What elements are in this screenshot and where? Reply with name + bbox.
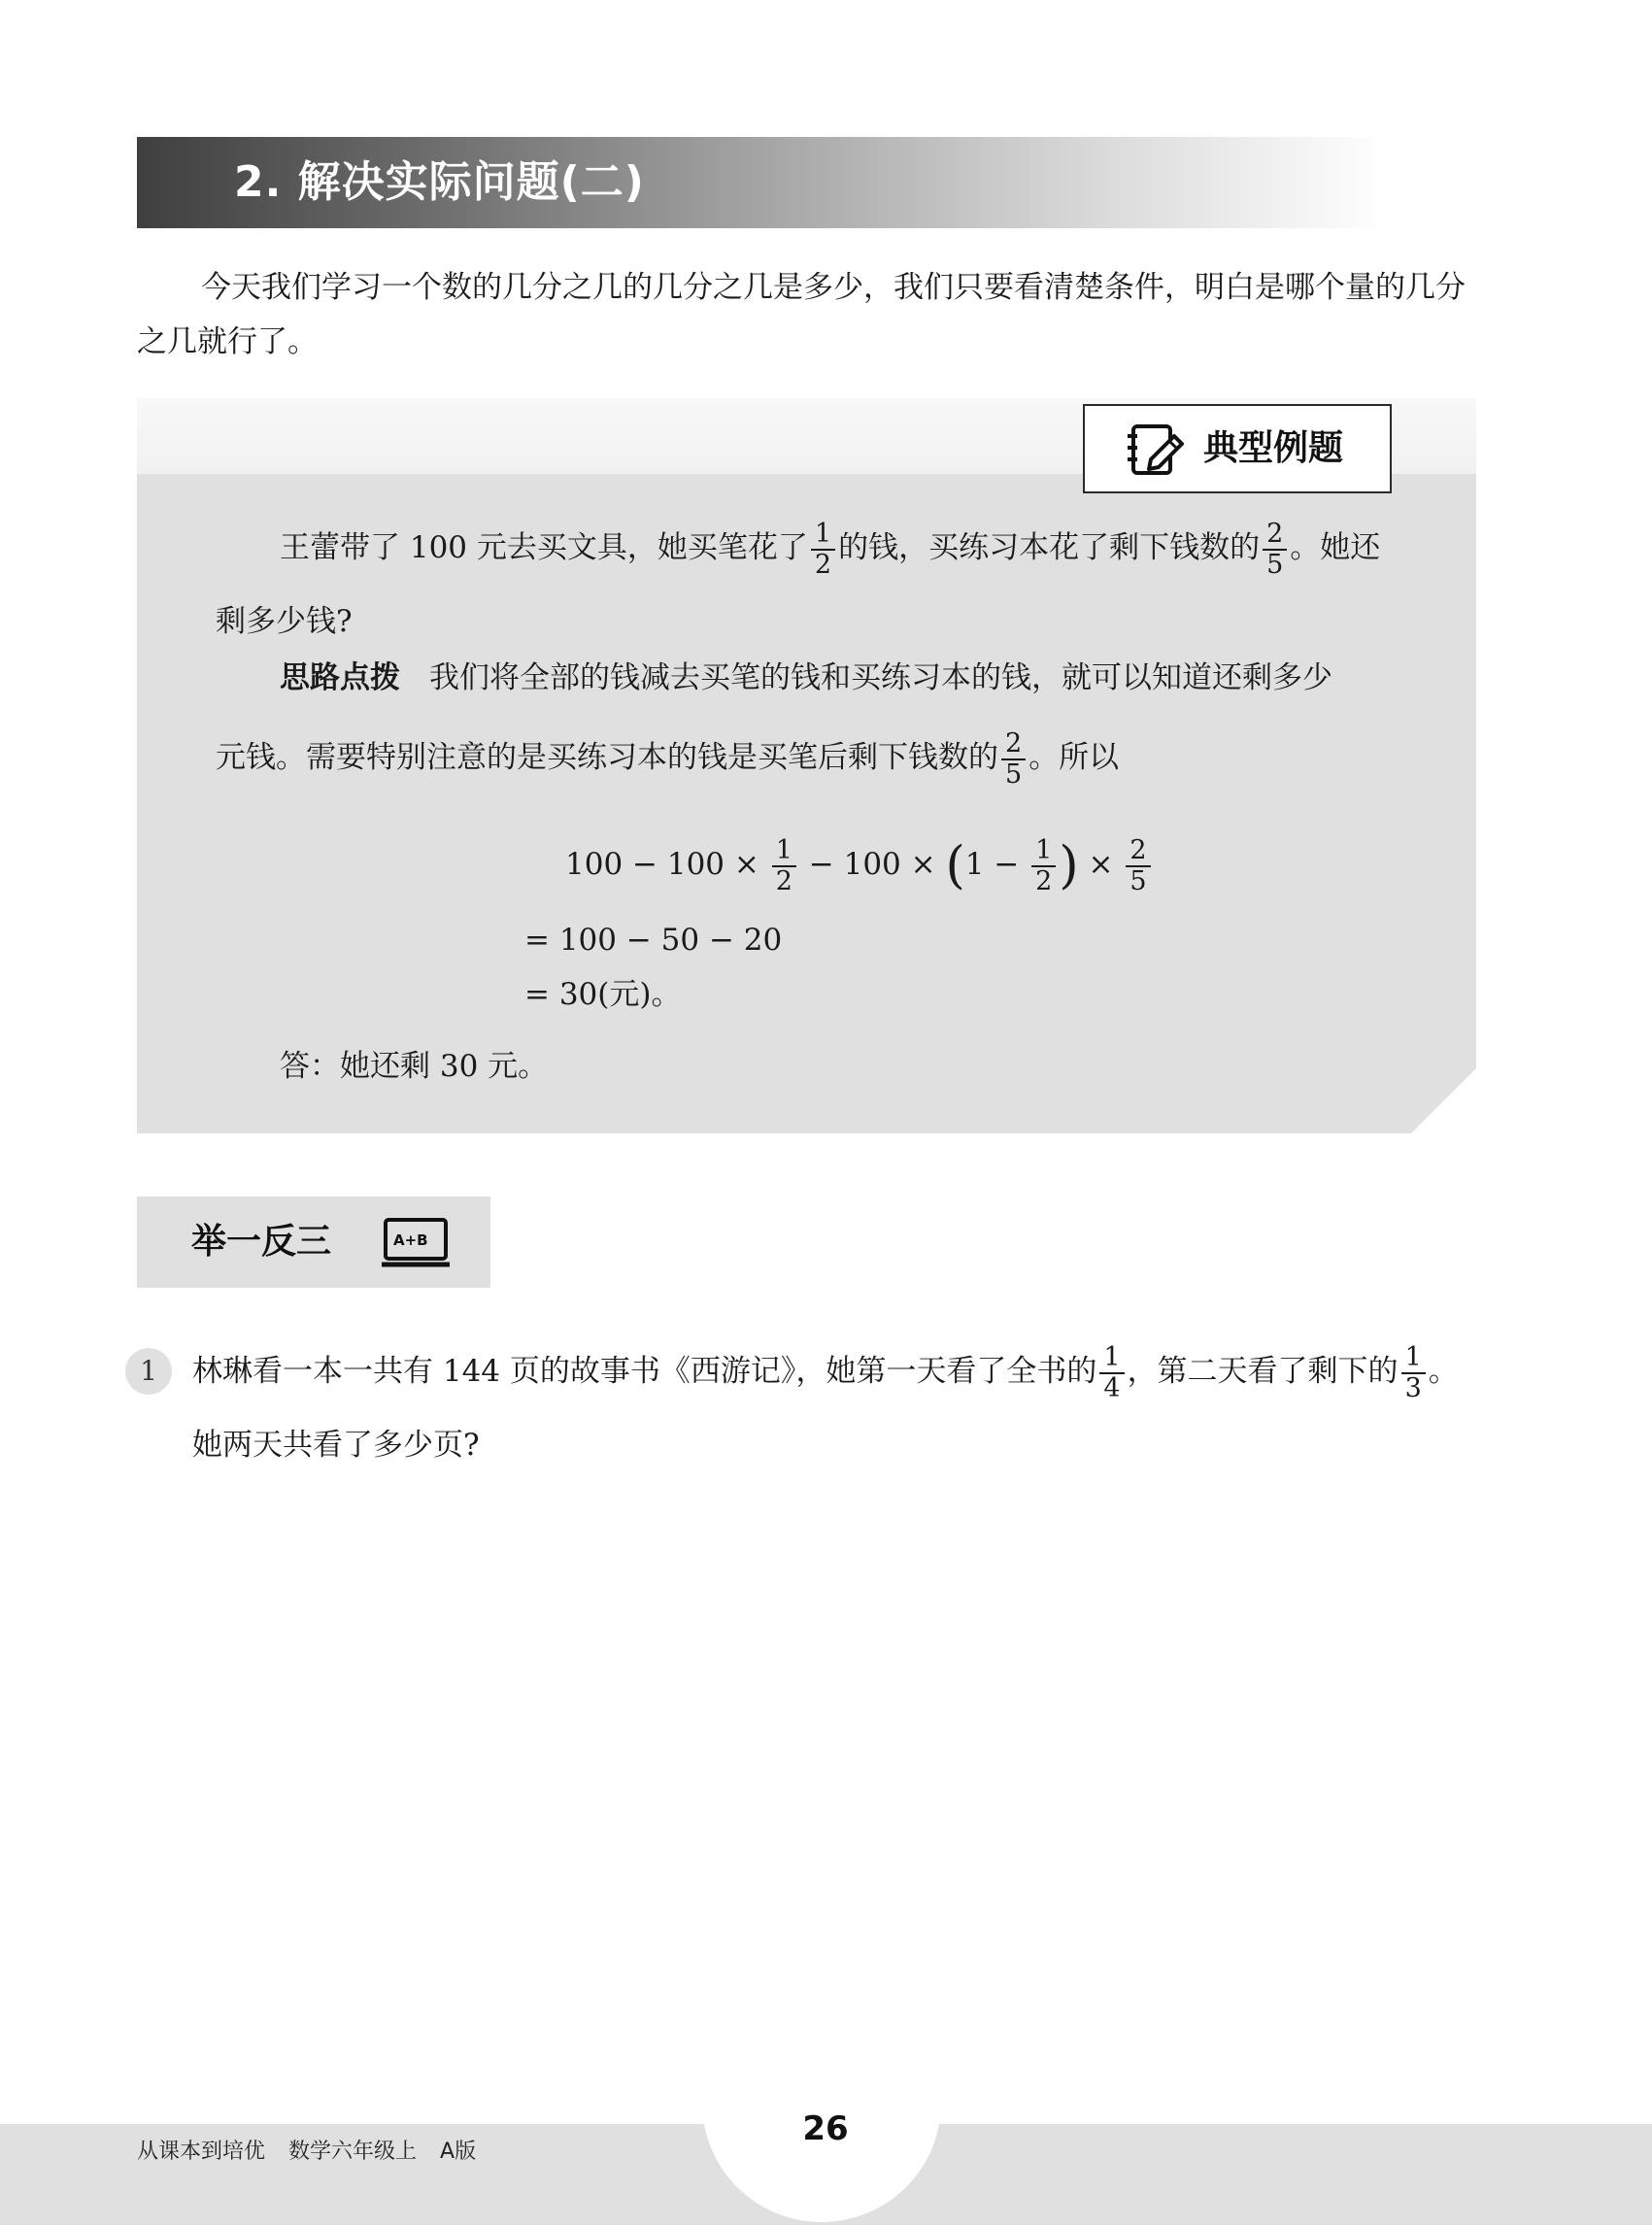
footer-subject: 数学六年级上 — [288, 2140, 418, 2164]
fraction-denominator: 2 — [1031, 865, 1056, 896]
text-segment: 。她还 — [1290, 530, 1381, 565]
tip-text: 我们将全部的钱减去买笔的钱和买练习本的钱，就可以知道还剩多少 — [429, 660, 1332, 695]
fraction — [1031, 836, 1056, 896]
blackboard-icon — [380, 1216, 452, 1270]
text-segment: 。 — [1428, 1354, 1459, 1389]
fraction — [1126, 836, 1150, 896]
text-segment: 王蕾带了 100 元去买文具，她买笔花了 — [280, 530, 808, 565]
tip-text: 元钱。需要特别注意的是买练习本的钱是买笔后剩下钱数的 — [216, 740, 998, 775]
intro-paragraph: 今天我们学习一个数的几分之几的几分之几是多少，我们只要看清楚条件，明白是哪个量的几分之几就行了。 — [137, 270, 1466, 359]
footer-edition: A版 — [440, 2140, 477, 2164]
fraction-numerator: 1 — [1103, 1341, 1121, 1372]
fraction-denominator: 5 — [1263, 549, 1287, 580]
fraction-numerator: 2 — [1005, 727, 1023, 759]
fraction-numerator: 2 — [1266, 518, 1284, 549]
question-line: 她两天共看了多少页? — [192, 1428, 480, 1463]
fraction-denominator: 3 — [1401, 1372, 1426, 1403]
example-badge — [1083, 404, 1392, 493]
right-paren: ) — [1059, 836, 1079, 895]
text-segment: 的钱，买练习本花了剩下钱数的 — [838, 530, 1261, 565]
calc-segment: 100 − 100 × — [565, 847, 759, 882]
fraction — [1099, 1343, 1124, 1403]
example-answer: 答：她还剩 30 元。 — [280, 1049, 549, 1084]
tip-title: 思路点拨 — [280, 660, 400, 695]
text-segment: 林琳看一本一共有 144 页的故事书《西游记》，她第一天看了全书的 — [192, 1354, 1097, 1389]
example-problem-line: 剩多少钱? — [216, 604, 353, 639]
tip-text: 。所以 — [1028, 740, 1120, 775]
fraction-numerator: 1 — [1404, 1341, 1422, 1372]
fraction-numerator: 1 — [814, 518, 832, 549]
calc-line: = 30(元)。 — [524, 977, 682, 1012]
tip-line — [216, 719, 1119, 796]
tip-line — [280, 651, 1332, 705]
fraction-denominator: 2 — [772, 865, 796, 896]
fraction-denominator: 5 — [1126, 865, 1150, 896]
footer-book-title: 从课本到培优 — [137, 2140, 266, 2164]
question-line — [192, 1332, 1459, 1410]
fraction-numerator: 1 — [1035, 834, 1053, 865]
text-segment: ，第二天看了剩下的 — [1127, 1354, 1399, 1389]
fraction-denominator: 4 — [1099, 1372, 1124, 1403]
notebook-pencil-icon — [1124, 419, 1186, 481]
example-badge-label: 典型例题 — [1203, 428, 1344, 468]
calc-line: = 100 − 50 − 20 — [524, 923, 783, 958]
fraction — [811, 520, 835, 580]
svg-text:A+B: A+B — [393, 1231, 428, 1249]
left-paren: ( — [945, 836, 965, 895]
example-problem-line — [280, 509, 1380, 587]
fraction — [1263, 520, 1287, 580]
footer-book-info — [137, 2135, 499, 2170]
fraction — [1401, 1343, 1426, 1403]
fraction-numerator: 2 — [1129, 834, 1147, 865]
calc-segment: 1 − — [964, 847, 1020, 882]
fraction-numerator: 1 — [775, 834, 792, 865]
section-header-bar — [137, 137, 1390, 228]
footer-page-bump — [702, 1983, 941, 2222]
calc-line — [565, 826, 1154, 905]
practice-title: 举一反三 — [191, 1222, 332, 1262]
fraction — [772, 836, 796, 896]
fraction-denominator: 5 — [1001, 759, 1026, 790]
calc-segment: × — [1088, 847, 1114, 882]
fraction — [1001, 729, 1026, 790]
section-title: 2. 解决实际问题(二) — [234, 157, 645, 207]
page-number: 26 — [802, 2109, 849, 2148]
practice-header — [137, 1197, 490, 1288]
calc-segment: − 100 × — [808, 847, 936, 882]
question-number-badge: 1 — [125, 1348, 172, 1395]
fraction-denominator: 2 — [811, 549, 835, 580]
